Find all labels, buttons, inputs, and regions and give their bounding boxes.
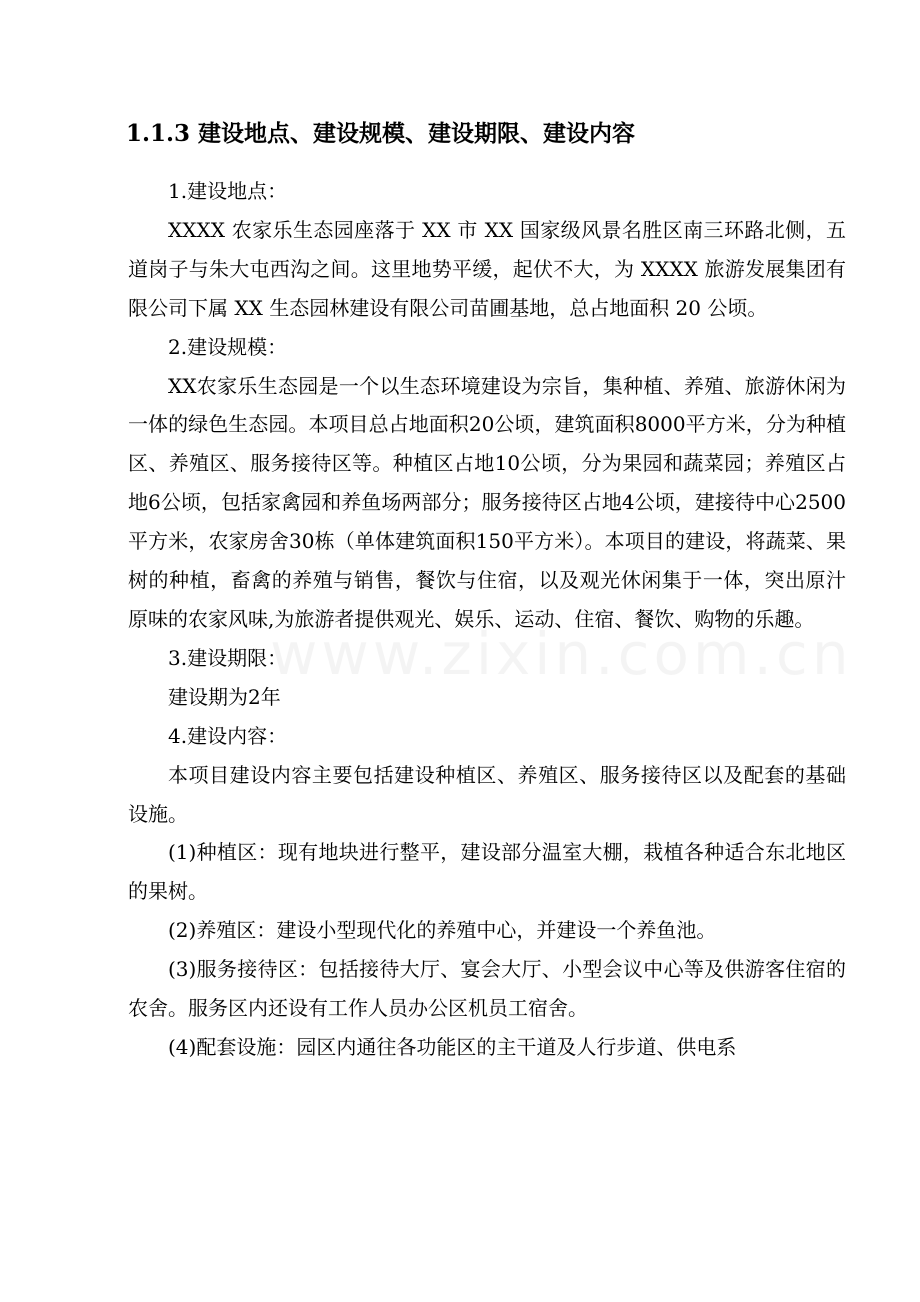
paragraph-service-area: (3)服务接待区：包括接待大厅、宴会大厅、小型会议中心等及供游客住宿的农舍。服务区内还设有工作人员办公区机员工宿舍。 — [128, 957, 846, 1021]
section-heading: 1.1.3 建设地点、建设规模、建设期限、建设内容 — [126, 120, 636, 147]
document-body — [128, 172, 846, 1067]
paragraph-scale-text: XX农家乐生态园是一个以生态环境建设为宗旨，集种植、养殖、旅游休闲为一体的绿色生态园。本项目总占地面积20公顷，建筑面积8000平方米，分为种植区、养殖区、服务接待区等。种植区占地10公顷，分为果园和蔬菜园；养殖区占地6公顷，包括家禽园和养鱼场两部分；服务接待区占地4公顷，建接待中心2500平方米，农家房舍30栋（单体建筑面积150平方米）。本项目的建设，将蔬菜、果树的种植，畜禽的养殖与销售，餐饮与住宿，以及观光休闲集于一体，突出原汁原味的农家风味,为旅游者提供观光、娱乐、运动、住宿、餐饮、购物的乐趣。 — [128, 373, 846, 631]
paragraph-period-text: 建设期为2年 — [168, 684, 281, 709]
paragraph-facilities: (4)配套设施：园区内通往各功能区的主干道及人行步道、供电系 — [168, 1034, 737, 1059]
paragraph-location-label: 1.建设地点： — [168, 179, 288, 203]
paragraph-content-intro: 本项目建设内容主要包括建设种植区、养殖区、服务接待区以及配套的基础设施。 — [128, 762, 846, 826]
paragraph-location-text: XXXX 农家乐生态园座落于 XX 市 XX 国家级风景名胜区南三环路北侧，五道岗子与朱大屯西沟之间。这里地势平缓，起伏不大，为 XXXX 旅游发展集团有限公司下属 XX 生态园林建设有限公司苗圃基地，总占地面积 20 公顷。 — [128, 217, 846, 320]
paragraph-planting-area: (1)种植区：现有地块进行整平，建设部分温室大棚，栽植各种适合东北地区的果树。 — [128, 840, 846, 904]
paragraph-content-label: 4.建设内容： — [168, 723, 288, 748]
paragraph-period-label: 3.建设期限： — [168, 645, 288, 670]
paragraph-scale-label: 2.建设规模： — [168, 334, 288, 359]
paragraph-breeding-area: (2)养殖区：建设小型现代化的养殖中心，并建设一个养鱼池。 — [168, 918, 717, 943]
